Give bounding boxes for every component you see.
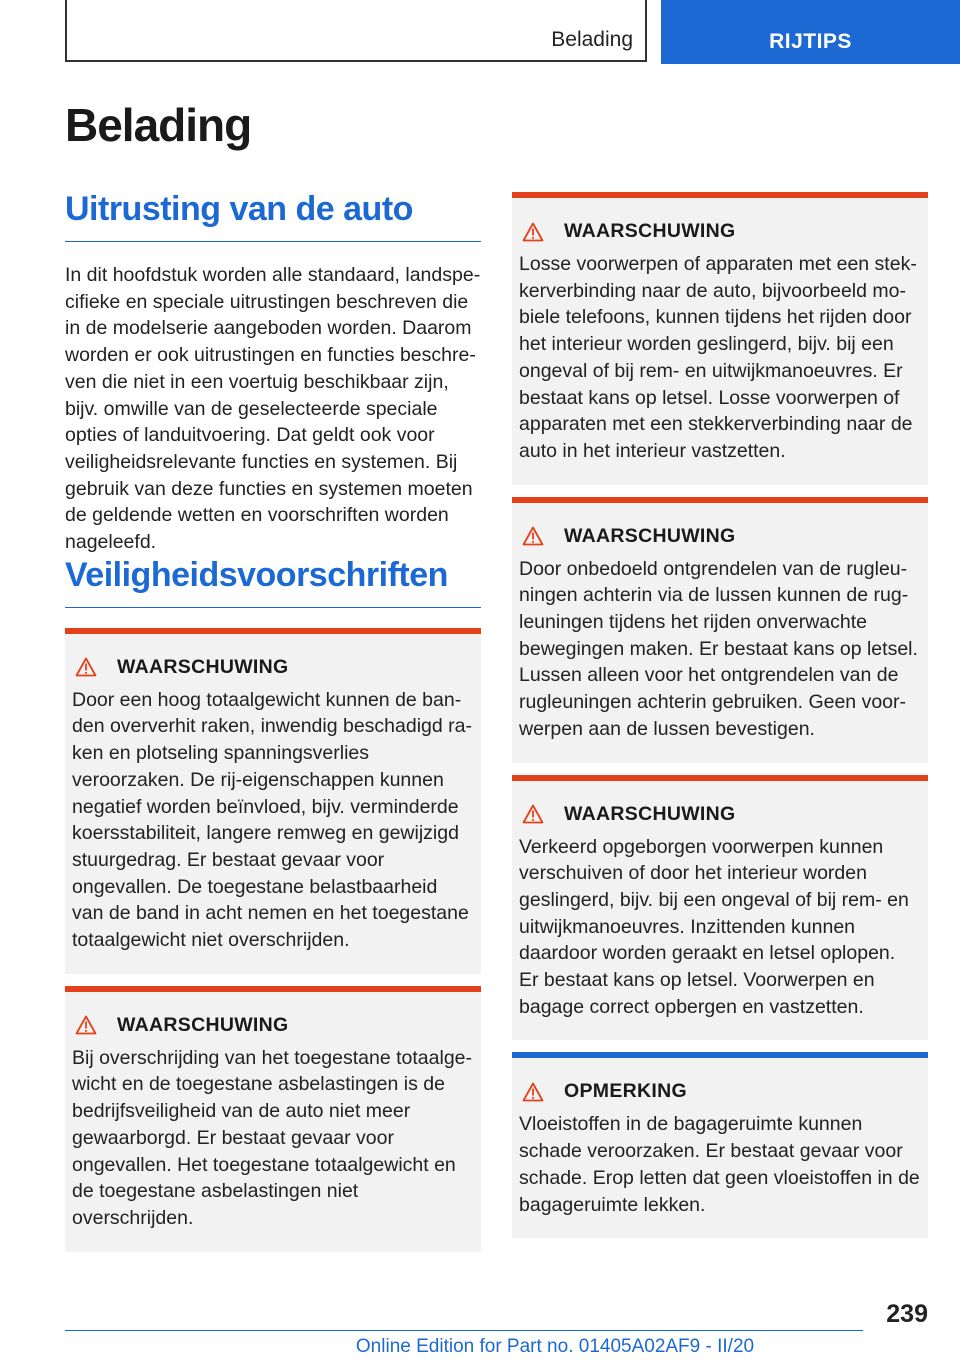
callout-text: Bij overschrijding van het toegestane totaalgewicht en de toegestane asbelastingen is de bedrijfsveiligheid van de auto niet meer gewaarborgd. Er bestaat gevaar voor ongevallen. Het toegestane totaalgewicht en de toegestane asbelastingen niet overschrijden.	[72, 1046, 473, 1229]
warning-triangle-icon	[522, 222, 544, 242]
warning-callout	[65, 986, 481, 1252]
warning-triangle-icon	[75, 1015, 97, 1035]
footer-divider	[65, 1330, 863, 1331]
callout-header	[72, 1014, 473, 1037]
right-column	[512, 192, 928, 1250]
page-number: 239	[886, 1300, 928, 1328]
callout-text: Door een hoog totaalgewicht kunnen de banden oververhit raken, inwendig beschadigd raken en plotseling spanningsverlies veroorzaken. De rij-eigenschappen kunnen negatief worden beïnvloed, bijv. verminderde koersstabiliteit, langere remweg en gewijzigd stuurgedrag. Er bestaat gevaar voor ongevallen. De toegestane belastbaarheid van de band in acht nemen en het toegestane totaalgewicht niet overschrijden.	[72, 688, 472, 952]
callout-header	[519, 220, 920, 243]
warning-callout	[512, 497, 928, 763]
warning-callout	[512, 775, 928, 1041]
warning-triangle-icon	[522, 804, 544, 824]
callout-text: Vloeistoffen in de bagageruimte kunnen schade veroorzaken. Er bestaat gevaar voor schade. Erop letten dat geen vloeistoffen in de bagageruimte lekken.	[519, 1113, 920, 1216]
callout-header	[519, 1080, 920, 1103]
header-section-label: Belading	[551, 28, 633, 51]
callout-text: Verkeerd opgeborgen voorwerpen kunnen verschuiven of door het interieur worden geslingerd, bijv. bij een ongeval of bij rem- en uitwijkmanoeuvres. Inzittenden kunnen daardoor worden geraakt en letsel oplopen. Er bestaat kans op letsel. Voorwerpen en bagage correct opbergen en vastzetten.	[519, 835, 909, 1018]
callout-header	[519, 803, 920, 826]
section-body-equipment: In dit hoofdstuk worden alle standaard, landspecifieke en speciale uitrustingen beschreven die in de modelserie aangeboden worden. Daarom worden er ook uitrustingen en functies beschreven die niet in een voertuig beschikbaar zijn, bijv. omwille van de geselecteerde speciale opties of landuitvoering. Dat geldt ook voor veiligheidsrelevante functies en systemen. Bij gebruik van deze functies en systemen moeten de geldende wetten en voorschriften worden nageleefd.	[65, 264, 481, 554]
callout-label: OPMERKING	[564, 1080, 687, 1103]
footer-edition-text: Online Edition for Part no. 01405A02AF9 - II/20	[355, 1336, 755, 1357]
header-section-box	[65, 0, 647, 62]
callout-label: WAARSCHUWING	[564, 802, 736, 825]
callout-label: WAARSCHUWING	[117, 655, 289, 678]
warning-triangle-icon	[522, 526, 544, 546]
callout-label: WAARSCHUWING	[564, 524, 736, 547]
chapter-tab-label: RIJTIPS	[769, 30, 852, 53]
warning-triangle-icon	[522, 1082, 544, 1102]
callout-header	[519, 525, 920, 548]
left-column	[65, 190, 481, 1264]
callout-label: WAARSCHUWING	[564, 220, 736, 242]
note-callout	[512, 1052, 928, 1238]
warning-callout	[512, 192, 928, 485]
chapter-tab[interactable]	[661, 0, 960, 64]
callout-header	[72, 656, 473, 679]
callout-text: Losse voorwerpen of apparaten met een stekkerverbinding naar de auto, bijvoorbeeld mobiele telefoons, kunnen tijdens het rijden door het interieur worden geslingerd, bijv. bij een ongeval of bij rem- en uitwijkmanoeuvres. Er bestaat kans op letsel. Losse voorwerpen of apparaten met een stekkerverbinding naar de auto in het interieur vastzetten.	[519, 253, 917, 462]
callout-label: WAARSCHUWING	[117, 1013, 289, 1036]
section-title-equipment: Uitrusting van de auto	[65, 190, 481, 242]
warning-callout	[65, 628, 481, 974]
warning-triangle-icon	[75, 657, 97, 677]
section-title-safety: Veiligheidsvoorschriften	[65, 556, 481, 608]
callout-text: Door onbedoeld ontgrendelen van de rugleuningen achterin via de lussen kunnen de rugleuningen tijdens het rijden onverwachte bewegingen maken. Er bestaat kans op letsel. Lussen alleen voor het ontgrendelen van de rugleuningen achterin gebruiken. Geen voorwerpen aan de lussen bevestigen.	[519, 557, 918, 740]
page-title: Belading	[65, 99, 252, 151]
